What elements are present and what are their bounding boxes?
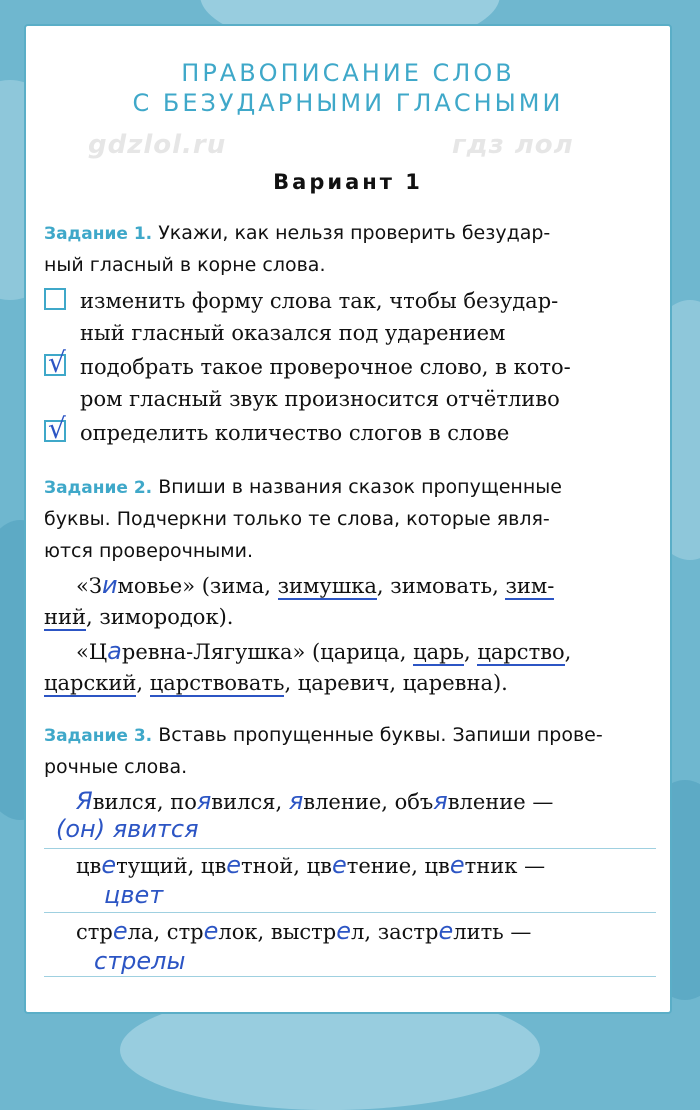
- option-2-checkbox[interactable]: [44, 346, 66, 379]
- option-1-checkbox[interactable]: [44, 288, 66, 310]
- task3-row-3: стрела, стрелок, выстрел, застрелить —: [76, 917, 532, 945]
- underlined-word: царь: [413, 640, 464, 664]
- tale2-line: «Царевна-Лягушка» (царица, царь, царство,: [76, 637, 572, 665]
- underlined-word: зим-: [505, 574, 555, 598]
- tale2-line-cont: царский, царствовать, царевич, царевна).: [44, 671, 508, 695]
- handwritten-answer: (он) явится: [56, 815, 199, 843]
- task2-text-cont: ются проверочными.: [44, 540, 254, 562]
- underlined-word: царство: [477, 640, 565, 664]
- underlined-word: ний: [44, 605, 86, 629]
- task1-question-cont: ный гласный в корне слова.: [44, 254, 326, 276]
- task1-question: [44, 220, 550, 247]
- tale1-line-cont: ний, зимородок).: [44, 605, 234, 629]
- handwritten-answer: стрелы: [94, 947, 186, 975]
- option-3-checkbox[interactable]: [44, 412, 66, 445]
- watermark: gdzlol.ru: [88, 130, 227, 160]
- task2-instructions: [44, 474, 562, 501]
- underlined-word: царствовать: [149, 671, 285, 695]
- answer-line: [44, 976, 656, 977]
- option-2-text-cont: ром гласный звук произносится отчётливо: [80, 387, 560, 411]
- underlined-word: царский: [44, 671, 137, 695]
- tale1-line: «Зимовье» (зима, зимушка, зимовать, зим-: [76, 571, 555, 599]
- watermark: гдз лол: [452, 130, 574, 160]
- answer-line: [44, 848, 656, 849]
- underlined-word: зимушка: [277, 574, 377, 598]
- task3-text: Вставь пропущенные буквы. Запиши прове-: [158, 724, 603, 746]
- check-mark-icon: √: [48, 346, 66, 379]
- variant-heading: Вариант 1: [273, 170, 423, 194]
- answer-line: [44, 912, 656, 913]
- check-mark-icon: √: [48, 412, 66, 445]
- option-1-text-cont: ный гласный оказался под ударением: [80, 321, 506, 345]
- task1-text: Укажи, как нельзя проверить безудар-: [158, 222, 551, 244]
- option-2-text: подобрать такое проверочное слово, в кото-: [80, 355, 571, 379]
- task3-row-2: цветущий, цветной, цветение, цветник —: [76, 851, 546, 879]
- page-title: С БЕЗУДАРНЫМИ ГЛАСНЫМИ: [132, 89, 564, 117]
- task3-text-cont: рочные слова.: [44, 756, 188, 778]
- task2-text-cont: буквы. Подчеркни только те слова, которые явля-: [44, 508, 550, 530]
- task3-row-1: Явился, появился, явление, объявление —: [76, 787, 554, 815]
- task2-text: Впиши в названия сказок пропущенные: [158, 476, 562, 498]
- handwritten-letter: а: [107, 637, 122, 665]
- handwritten-answer: цвет: [104, 881, 164, 909]
- option-1-text: изменить форму слова так, чтобы безудар-: [80, 289, 559, 313]
- task1-label: Задание 1.: [44, 224, 153, 244]
- handwritten-letter: и: [101, 571, 118, 599]
- task3-instructions: [44, 722, 603, 749]
- page-title: ПРАВОПИСАНИЕ СЛОВ: [181, 59, 515, 87]
- task2-label: Задание 2.: [44, 478, 153, 498]
- worksheet-card: [24, 24, 672, 1014]
- option-3-text: определить количество слогов в слове: [80, 421, 510, 445]
- task3-label: Задание 3.: [44, 726, 153, 746]
